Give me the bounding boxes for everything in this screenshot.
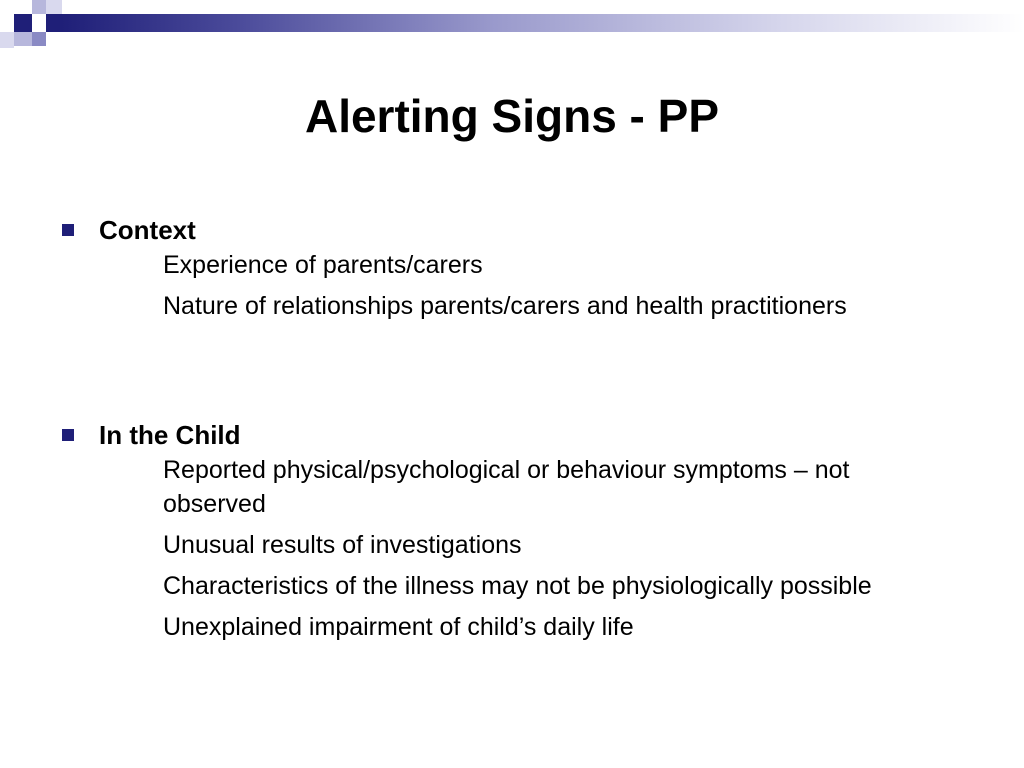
section-heading: Context	[99, 215, 196, 245]
corner-decoration-square	[0, 32, 14, 48]
section-heading: In the Child	[99, 420, 241, 450]
square-bullet-icon	[62, 224, 74, 236]
bullet-row	[0, 214, 1024, 248]
sub-list	[0, 248, 1024, 323]
corner-decoration-square	[46, 14, 62, 32]
section-in-the-child	[0, 419, 1024, 651]
square-bullet-icon	[62, 429, 74, 441]
corner-decoration-square	[14, 32, 32, 46]
corner-decoration-square	[32, 32, 46, 46]
sub-list	[0, 453, 1024, 644]
corner-decoration-square	[14, 14, 32, 32]
list-item: Characteristics of the illness may not be physiologically possible	[163, 572, 872, 600]
corner-decoration-square	[32, 0, 46, 14]
list-item: Unexplained impairment of child’s daily life	[163, 613, 634, 641]
list-item: Nature of relationships parents/carers and health practitioners	[163, 292, 847, 320]
bullet-row	[0, 419, 1024, 453]
header-gradient-bar	[62, 14, 1024, 32]
list-item: Reported physical/psychological or behaviour symptoms – not observed	[163, 456, 850, 518]
list-item: Experience of parents/carers	[163, 251, 483, 279]
slide-title: Alerting Signs - PP	[304, 90, 720, 142]
corner-decoration-square	[46, 0, 62, 14]
section-context	[0, 214, 1024, 330]
list-item: Unusual results of investigations	[163, 531, 522, 559]
